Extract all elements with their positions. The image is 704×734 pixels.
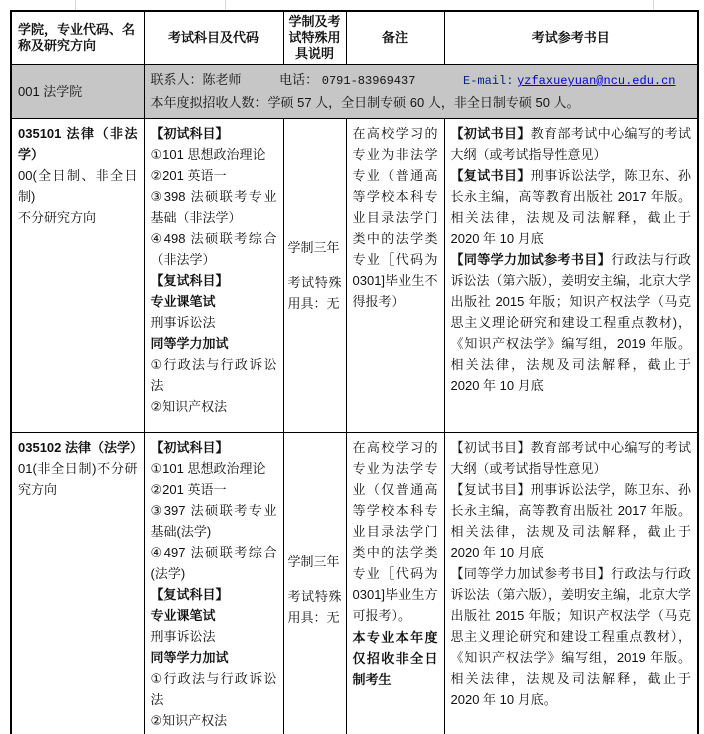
program-row-035102	[11, 433, 698, 734]
college-contact-cell	[144, 65, 698, 119]
program-info-cell: 035101 法律（非法学） 00(全日制、非全日制) 不分研究方向	[11, 119, 144, 433]
phone-number: 0791-83969437	[321, 74, 416, 88]
contact-line	[151, 69, 692, 92]
program-subjects-cell: 【初试科目】 ①101 思想政治理论 ②201 英语一 ③398 法硕联考专业基础（非法学） ④498 法硕联考综合（非法学） 【复试科目】 专业课笔试 刑事诉讼法 同等学力加试 ①行政法与行政诉讼法 ②知识产权法	[144, 119, 283, 433]
header-cell-subjects: 考试科目及代码	[144, 11, 283, 65]
header-cell-college: 学院，专业代码、名称及研究方向	[11, 11, 144, 65]
college-row	[11, 65, 698, 119]
program-books-cell: 【初试书目】教育部考试中心编写的考试大纲（或考试指导性意见） 【复试书目】刑事诉讼法学，陈卫东、孙长永主编，高等教育出版社 2017 年版。相关法律，法规及司法解释，截止于 2020 年 10 月底 【同等学力加试参考书目】行政法与行政诉讼法（第六版），姜明安主编，北京大学出版社 2015 年版；知识产权法学（马克思主义理论研究和建设工程重点教材），《知识产权法学》编写组，2019 年版。相关法律，法规及司法解释，截止于 2020 年 10 月底。	[444, 433, 698, 734]
college-name-cell	[11, 65, 144, 119]
program-info-cell: 035102 法律（法学） 01(非全日制)不分研究方向	[11, 433, 144, 734]
header-cell-duration: 学制及考试特殊用具说明	[283, 11, 346, 65]
program-duration-cell: 学制三年 考试特殊用具：无	[283, 119, 346, 433]
phone-label: 电话：	[279, 72, 319, 87]
program-row-035101	[11, 119, 698, 433]
email-label: E-mail:	[463, 74, 514, 88]
header-cell-books: 考试参考书目	[444, 11, 698, 65]
table-header-row	[11, 11, 698, 65]
gridline-stub	[225, 0, 226, 10]
admissions-table	[10, 10, 699, 734]
gridline-stub	[75, 0, 76, 10]
enrollment-line: 本年度拟招收人数：学硕 57 人，全日制专硕 60 人，非全日制专硕 50 人。	[150, 95, 580, 110]
program-books-cell: 【初试书目】教育部考试中心编写的考试大纲（或考试指导性意见） 【复试书目】刑事诉讼法学，陈卫东、孙长永主编，高等教育出版社 2017 年版。相关法律，法规及司法解释，截止于 2020 年 10 月底 【同等学力加试参考书目】行政法与行政诉讼法（第六版），姜明安主编，北京大学出版社 2015 年版；知识产权法学（马克思主义理论研究和建设工程重点教材)，《知识产权法学》编写组，2019 年版。相关法律，法规及司法解释，截止于 2020 年 10 月底	[444, 119, 698, 433]
program-duration-cell: 学制三年 考试特殊用具：无	[283, 433, 346, 734]
program-subjects-cell: 【初试科目】 ①101 思想政治理论 ②201 英语一 ③397 法硕联考专业基础(法学) ④497 法硕联考综合(法学) 【复试科目】 专业课笔试 刑事诉讼法 同等学力加试 ①行政法与行政诉讼法 ②知识产权法	[144, 433, 283, 734]
header-cell-remark: 备注	[346, 11, 444, 65]
email-link[interactable]: yzfaxueyuan@ncu.edu.cn	[517, 74, 676, 88]
program-remark-cell: 在高校学习的专业为法学专业（仅普通高等学校本科专业目录法学门类中的法学类专业［代码为 0301]毕业生方可报考）。 本专业本年度仅招收非全日制考生	[346, 433, 444, 734]
program-remark-cell: 在高校学习的专业为非法学专业（普通高等学校本科专业目录法学门类中的法学类专业［代码为 0301]毕业生不得报考）	[346, 119, 444, 433]
gridline-stub	[653, 0, 654, 10]
contact-person: 联系人：陈老师	[150, 72, 242, 87]
college-name: 001 法学院	[18, 83, 83, 99]
